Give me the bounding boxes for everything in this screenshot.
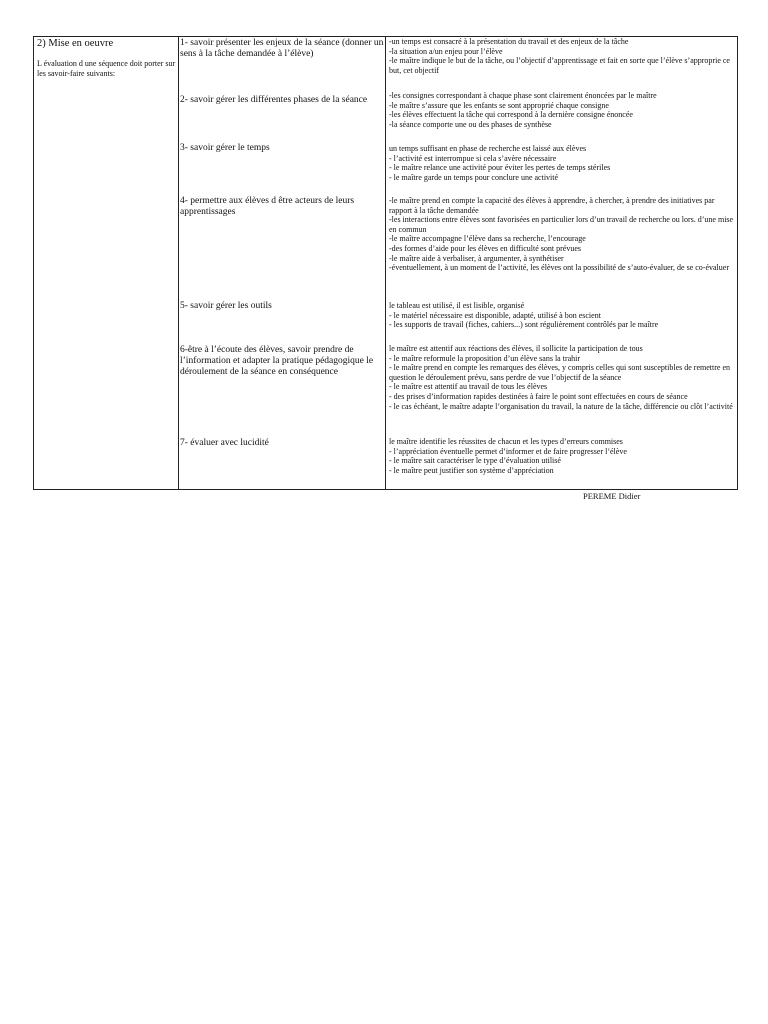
column-divider-1 xyxy=(178,37,179,489)
evaluation-table xyxy=(33,36,738,490)
description-line: - le maître sait caractériser le type d’évaluation utilisé xyxy=(389,456,561,466)
author-signature: PEREME Didier xyxy=(583,491,641,501)
description-line: - des prises d’information rapides destinées à faire le point sont effectuées en cours de séance xyxy=(389,391,688,401)
criterion-4: 4- permettre aux élèves d être acteurs de leurs apprentissages xyxy=(180,196,355,217)
criterion-3: 3- savoir gérer le temps xyxy=(180,143,270,153)
description-line: - le maître prend en compte les remarques des élèves, y compris celles qui sont susceptibles de remettre en question le déroulement prévu, sans perdre de vue l’objectif de la séance xyxy=(389,363,730,382)
description-line: un temps suffisant en phase de recherche est laissé aux élèves xyxy=(389,144,587,153)
description-2 xyxy=(389,91,734,129)
description-5 xyxy=(389,301,734,330)
description-line: -les consignes correspondant à chaque phase sont clairement énoncées par le maître xyxy=(389,91,657,100)
description-line: - le maître garde un temps pour conclure une activité xyxy=(389,172,559,182)
section-intro: L évaluation d une séquence doit porter sur les savoir-faire suivants: xyxy=(37,59,176,78)
description-line: -la situation a/un enjeu pour l’élève xyxy=(389,46,503,56)
description-line: -des formes d’aide pour les élèves en difficulté sont prévues xyxy=(389,243,582,253)
description-line: - les supports de travail (fiches, cahiers...) sont régulièrement contrôlés par le maître xyxy=(389,320,659,330)
description-line: -la séance comporte une ou des phases de synthèse xyxy=(389,119,552,129)
description-7 xyxy=(389,437,734,475)
description-line: le maître est attentif aux réactions des élèves, il sollicite la participation de tous xyxy=(389,344,643,353)
section-title: 2) Mise en oeuvre xyxy=(37,38,114,49)
description-line: le tableau est utilisé, il est lisible, organisé xyxy=(389,301,525,310)
description-3 xyxy=(389,144,734,182)
description-line: -le maître aide à verbaliser, à argumenter, à synthétiser xyxy=(389,253,564,263)
criterion-1: 1- savoir présenter les enjeux de la séance (donner un sens à la tâche demandée à l’élève) xyxy=(180,38,384,59)
criterion-6: 6-être à l’écoute des élèves, savoir prendre de l’information et adapter la pratique pédagogique le déroulement de la séance en conséquence xyxy=(180,345,374,377)
description-6 xyxy=(389,344,734,411)
section-header-cell xyxy=(37,38,177,79)
description-line: - le maître reformule la proposition d’un élève sans la trahir xyxy=(389,353,581,363)
description-line: - le maître relance une activité pour éviter les pertes de temps stériles xyxy=(389,163,611,173)
description-line: -le maître s’assure que les enfants se sont approprié chaque consigne xyxy=(389,100,609,110)
description-line: -les élèves effectuent la tâche qui correspond à la dernière consigne énoncée xyxy=(389,110,633,120)
description-line: - le maître peut justifier son système d’appréciation xyxy=(389,465,554,475)
description-line: le maître identifie les réussites de chacun et les types d’erreurs commises xyxy=(389,437,623,446)
description-line: - l’appréciation éventuelle permet d’informer et de faire progresser l’élève xyxy=(389,446,627,456)
description-line: -le maître accompagne l’élève dans sa recherche, l’encourage xyxy=(389,234,586,244)
description-line: -le maître indique le but de la tâche, ou l’objectif d’apprentissage et fait en sorte que l’élève s’approprie ce but, cet objectif xyxy=(389,56,730,75)
description-4 xyxy=(389,196,734,273)
description-1 xyxy=(389,37,734,75)
description-line: -éventuellement, à un moment de l’activité, les élèves ont la possibilité de s’auto-évaluer, de se co-évaluer xyxy=(389,263,729,273)
description-line: - le maître est attentif au travail de tous les élèves xyxy=(389,382,548,392)
description-line: - le cas échéant, le maître adapte l’organisation du travail, la nature de la tâche, différencie ou clôt l’activité xyxy=(389,401,733,411)
description-line: - le matériel nécessaire est disponible, adapté, utilisé à bon escient xyxy=(389,310,601,320)
column-divider-2 xyxy=(385,37,386,489)
description-line: -un temps est consacré à la présentation du travail et des enjeux de la tâche xyxy=(389,37,629,46)
criterion-7: 7- évaluer avec lucidité xyxy=(180,438,269,448)
criterion-5: 5- savoir gérer les outils xyxy=(180,301,272,311)
criterion-2: 2- savoir gérer les différentes phases de la séance xyxy=(180,95,368,105)
description-line: -le maître prend en compte la capacité des élèves à apprendre, à chercher, à prendre des initiatives par rapport à la tâche demandée xyxy=(389,196,715,215)
description-line: -les interactions entre élèves sont favorisées en particulier lors d’un travail de recherche ou lors. d’une mise en commun xyxy=(389,215,734,234)
description-line: - l’activité est interrompue si cela s’avère nécessaire xyxy=(389,153,557,163)
